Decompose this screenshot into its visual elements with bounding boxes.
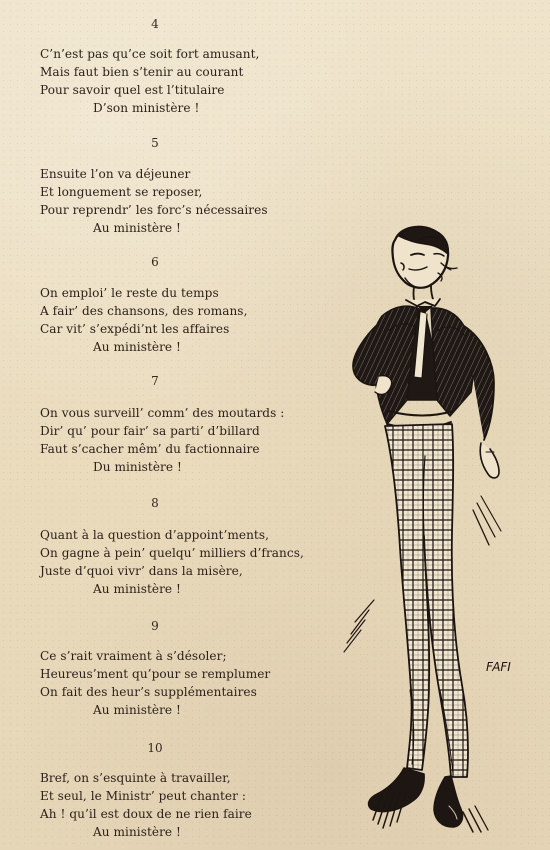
- stanza-number: 9: [151, 619, 159, 633]
- verse-line: Et seul, le Ministr’ peut chanter :: [40, 789, 246, 803]
- verse-line: C’n’est pas qu’ce soit fort amusant,: [40, 47, 260, 61]
- refrain-line: Au ministère !: [93, 221, 181, 235]
- verse-line: On gagne à pein’ quelqu’ milliers d’francs,: [40, 546, 304, 560]
- verse-line: Car vit’ s’expédi’nt les affaires: [40, 322, 230, 336]
- refrain-line: Au ministère !: [93, 340, 181, 354]
- stanza-lines: [40, 284, 247, 356]
- stanza-number: 8: [151, 496, 159, 510]
- verse-line: Pour reprendr’ les forc’s nécessaires: [40, 203, 268, 217]
- standing-gentleman-illustration: [313, 220, 525, 840]
- refrain-line: Au ministère !: [93, 825, 181, 839]
- stanza-lines: [40, 165, 268, 237]
- verse-line: Juste d’quoi vivr’ dans la misère,: [40, 564, 243, 578]
- verse-line: On fait des heur’s supplémentaires: [40, 685, 257, 699]
- verse-line: On emploi’ le reste du temps: [40, 286, 219, 300]
- refrain-line: Au ministère !: [93, 703, 181, 717]
- verse-line: Mais faut bien s’tenir au courant: [40, 65, 244, 79]
- verse-line: Pour savoir quel est l’titulaire: [40, 83, 225, 97]
- refrain-line: Au ministère !: [93, 582, 181, 596]
- verse-line: A fair’ des chansons, des romans,: [40, 304, 248, 318]
- stanza-lines: [40, 45, 259, 117]
- stanza-lines: [40, 769, 252, 841]
- verse-line: Bref, on s’esquinte à travailler,: [40, 771, 231, 785]
- stanza-lines: [40, 647, 270, 719]
- verse-line: On vous surveill’ comm’ des moutards :: [40, 406, 285, 420]
- refrain-line: D’son ministère !: [93, 101, 200, 115]
- verse-line: Et longuement se reposer,: [40, 185, 203, 199]
- illustration-signature: FAFI: [486, 660, 511, 674]
- verse-line: Quant à la question d’appoint’ments,: [40, 528, 269, 542]
- stanza-number: 5: [151, 136, 159, 150]
- verse-line: Heureus’ment qu’pour se remplumer: [40, 667, 271, 681]
- verse-line: Dir’ qu’ pour fair’ sa parti’ d’billard: [40, 424, 260, 438]
- stanza-number: 4: [151, 17, 159, 31]
- stanza-lines: [40, 526, 304, 598]
- stanza-number: 7: [151, 374, 159, 388]
- verse-line: Ensuite l’on va déjeuner: [40, 167, 191, 181]
- gentleman-sketch: [313, 220, 525, 840]
- refrain-line: Du ministère !: [93, 460, 182, 474]
- verse-line: Ce s’rait vraiment à s’désoler;: [40, 649, 227, 663]
- verse-line: Ah ! qu’il est doux de ne rien faire: [40, 807, 252, 821]
- stanza-number: 10: [147, 741, 163, 755]
- stanza-lines: [40, 404, 284, 476]
- stanza-number: 6: [151, 255, 159, 269]
- verse-line: Faut s’cacher mêm’ du factionnaire: [40, 442, 260, 456]
